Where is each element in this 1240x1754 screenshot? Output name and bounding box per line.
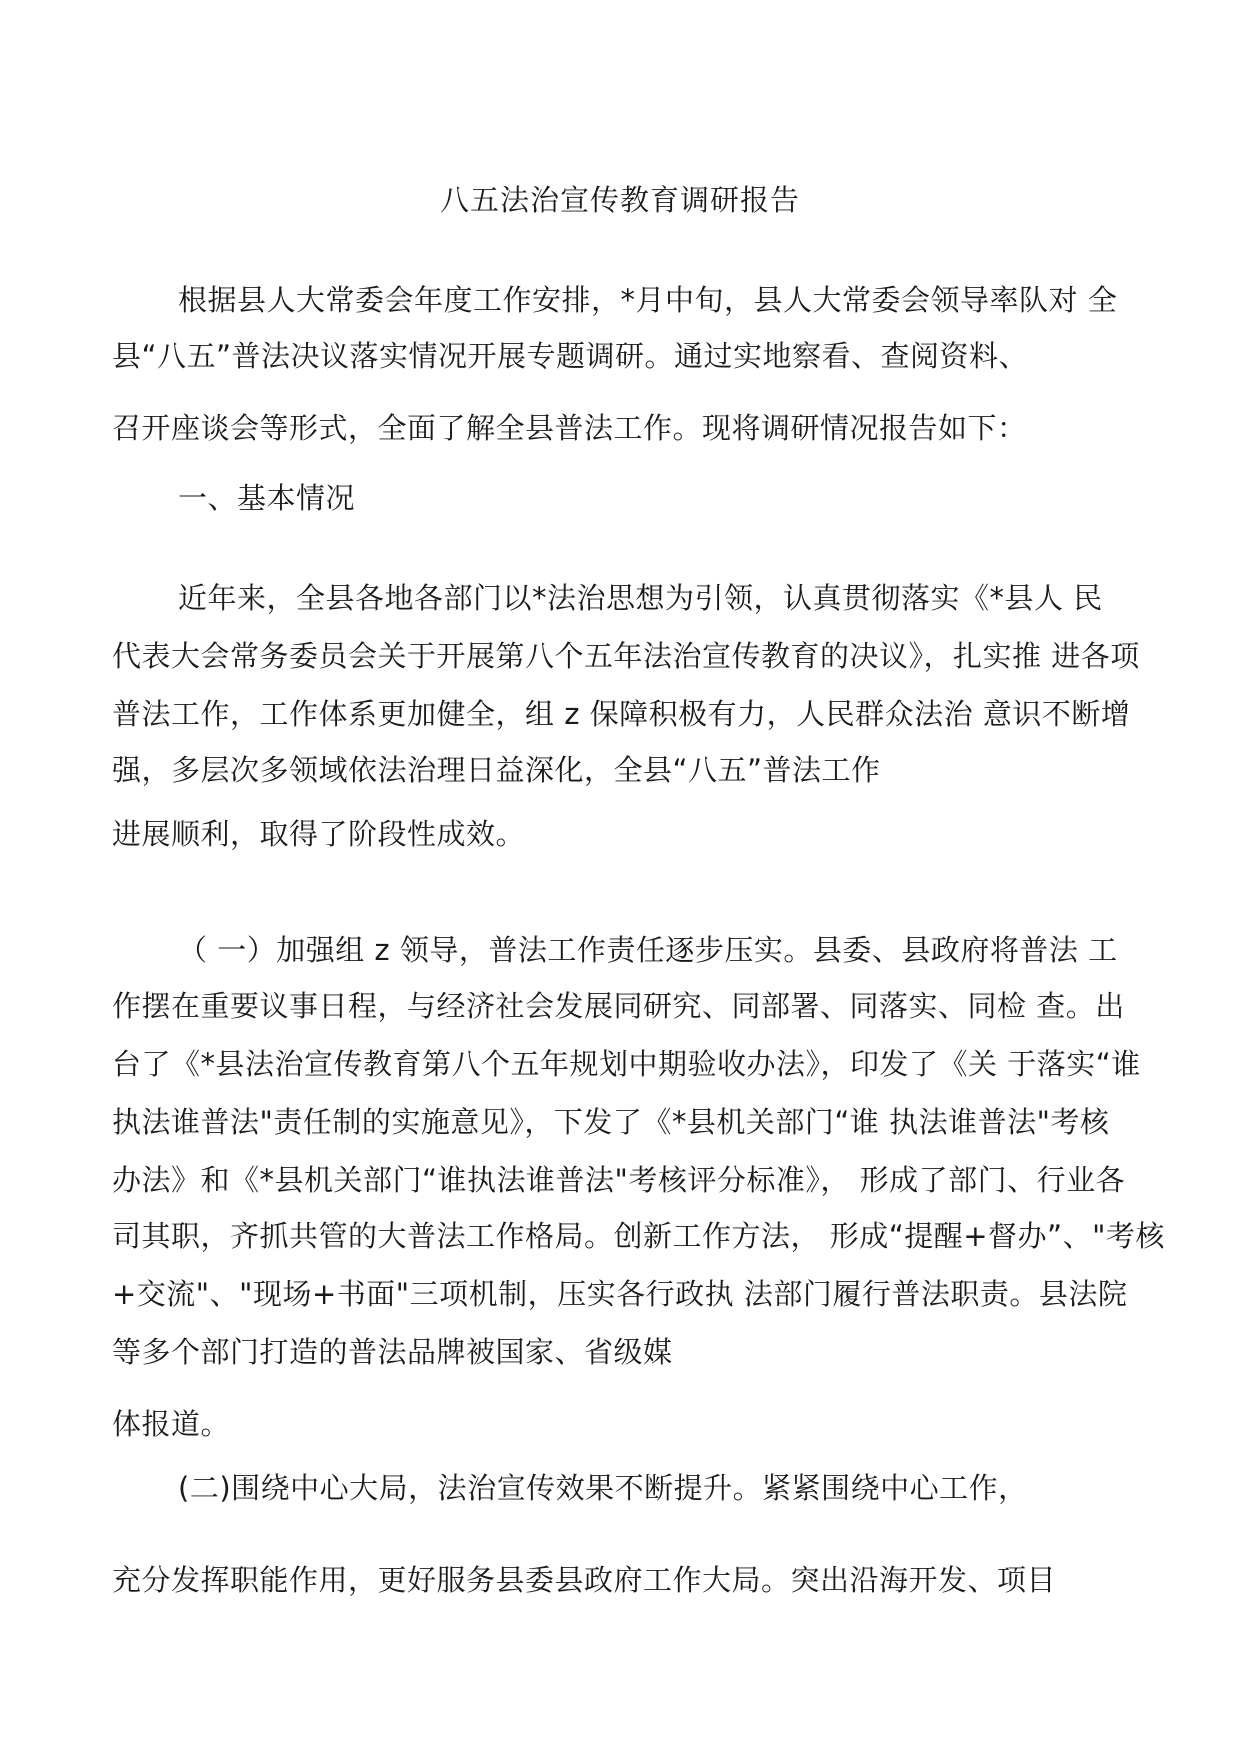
paragraph-line: 台了《*县法治宣传教育第八个五年规划中期验收办法》，印发了《关 于落实“谁 bbox=[112, 1047, 1141, 1081]
paragraph-line: 县“八五”普法决议落实情况开展专题调研。通过实地察看、查阅资料、 bbox=[112, 339, 1029, 373]
paragraph-line: 办法》和《*县机关部门“谁执法谁普法"考核评分标准》， 形成了部门、行业各 bbox=[112, 1163, 1126, 1197]
paragraph-line: 根据县人大常委会年度工作安排，*月中旬，县人大常委会领导率队对 全 bbox=[178, 283, 1118, 317]
subsection-line: （ 一）加强组 z 领导，普法工作责任逐步压实。县委、县政府将普法 工 bbox=[178, 933, 1118, 967]
section-heading: 一、基本情况 bbox=[178, 481, 356, 515]
paragraph-line: 强，多层次多领域依法治理日益深化，全县“八五”普法工作 bbox=[112, 753, 881, 787]
paragraph-line: 执法谁普法"责任制的实施意见》，下发了《*县机关部门“谁 执法谁普法"考核 bbox=[112, 1105, 1110, 1139]
paragraph-line: 等多个部门打造的普法品牌被国家、省级媒 bbox=[112, 1335, 673, 1369]
paragraph-line: 充分发挥职能作用，更好服务县委县政府工作大局。突出沿海开发、项目 bbox=[112, 1563, 1057, 1597]
paragraph-line: 召开座谈会等形式，全面了解全县普法工作。现将调研情况报告如下： bbox=[112, 411, 1027, 445]
paragraph-line: 代表大会常务委员会关于开展第八个五年法治宣传教育的决议》，扎实推 进各项 bbox=[112, 639, 1140, 673]
paragraph-line: +交流"、"现场+书面"三项机制，压实各行政执 法部门履行普法职责。县法院 bbox=[112, 1277, 1128, 1311]
paragraph-line: 近年来，全县各地各部门以*法治思想为引领，认真贯彻落实《*县人 民 bbox=[178, 581, 1103, 615]
document-title: 八五法治宣传教育调研报告 bbox=[439, 183, 800, 217]
paragraph-line: 司其职，齐抓共管的大普法工作格局。创新工作方法， 形成“提醒+督办”、"考核 bbox=[112, 1219, 1165, 1253]
subsection-line: (二)围绕中心大局，法治宣传效果不断提升。紧紧围绕中心工作， bbox=[178, 1471, 1028, 1505]
paragraph-line: 作摆在重要议事日程，与经济社会发展同研究、同部署、同落实、同检 查。出 bbox=[112, 989, 1125, 1023]
paragraph-line: 普法工作，工作体系更加健全，组 z 保障积极有力，人民群众法治 意识不断增 bbox=[112, 697, 1131, 731]
paragraph-line: 进展顺利，取得了阶段性成效。 bbox=[112, 817, 526, 851]
paragraph-line: 体报道。 bbox=[112, 1407, 231, 1441]
